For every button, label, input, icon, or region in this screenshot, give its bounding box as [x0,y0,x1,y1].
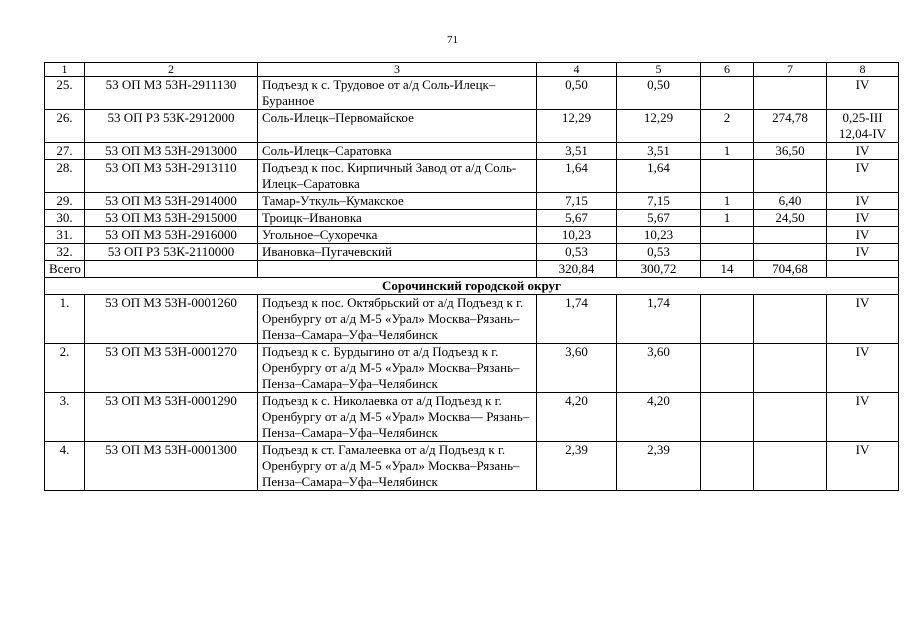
col-3-cell: Подъезд к с. Трудовое от а/д Соль-Илецк–Буранное [258,77,537,110]
col-2-cell: 53 ОП МЗ 53Н-0001300 [85,442,258,491]
col-5-cell: 3,60 [617,344,701,393]
col-2-cell: 53 ОП МЗ 53Н-2915000 [85,210,258,227]
col-7-cell [754,442,827,491]
col-6-cell: 1 [701,143,754,160]
col-7-cell: 6,40 [754,193,827,210]
col-3-cell: Подъезд к пос. Кирпичный Завод от а/д Соль-Илецк–Саратовка [258,160,537,193]
column-number-3: 3 [258,63,537,77]
col-4-cell: 3,51 [537,143,617,160]
col-2-cell: 53 ОП МЗ 53Н-2913110 [85,160,258,193]
col-4-cell: 2,39 [537,442,617,491]
col-7-cell: 704,68 [754,261,827,278]
col-3-cell: Соль-Илецк–Первомайское [258,110,537,143]
col-1-cell: 4. [45,442,85,491]
col-1-cell: 3. [45,393,85,442]
column-number-4: 4 [537,63,617,77]
col-2-cell: 53 ОП МЗ 53Н-2916000 [85,227,258,244]
col-8-cell: IV [827,393,899,442]
col-3-cell: Подъезд к с. Бурдыгино от а/д Подъезд к г. Оренбургу от а/д М-5 «Урал» Москва–Рязань–Пенза–Самара–Уфа–Челябинск [258,344,537,393]
col-3-cell: Троицк–Ивановка [258,210,537,227]
column-number-5: 5 [617,63,701,77]
col-1-cell: 27. [45,143,85,160]
col-7-cell [754,393,827,442]
total-row [45,261,899,278]
col-5-cell: 4,20 [617,393,701,442]
col-6-cell [701,227,754,244]
col-6-cell: 2 [701,110,754,143]
column-number-7: 7 [754,63,827,77]
table-row [45,210,899,227]
col-7-cell [754,295,827,344]
col-6-cell [701,77,754,110]
col-8-cell: IV [827,442,899,491]
col-1-cell: 31. [45,227,85,244]
col-4-cell: 0,50 [537,77,617,110]
col-4-cell: 0,53 [537,244,617,261]
col-6-cell [701,344,754,393]
col-6-cell [701,442,754,491]
roads-table [44,62,899,491]
col-4-cell: 3,60 [537,344,617,393]
col-1-cell: Всего [45,261,85,278]
col-7-cell: 274,78 [754,110,827,143]
col-1-cell: 32. [45,244,85,261]
col-8-cell: IV [827,193,899,210]
col-5-cell: 0,53 [617,244,701,261]
col-2-cell: 53 ОП МЗ 53Н-2914000 [85,193,258,210]
col-8-cell: IV [827,295,899,344]
col-7-cell [754,160,827,193]
table-row [45,244,899,261]
table-row [45,110,899,143]
col-8-cell: IV [827,143,899,160]
col-3-cell: Соль-Илецк–Саратовка [258,143,537,160]
col-7-cell [754,244,827,261]
col-4-cell: 10,23 [537,227,617,244]
section-heading: Сорочинский городской округ [45,278,899,295]
table-row [45,344,899,393]
col-5-cell: 12,29 [617,110,701,143]
col-6-cell [701,393,754,442]
col-8-cell: IV [827,244,899,261]
col-3-cell [258,261,537,278]
column-number-2: 2 [85,63,258,77]
col-4-cell: 7,15 [537,193,617,210]
table-row [45,143,899,160]
col-1-cell: 26. [45,110,85,143]
col-6-cell: 1 [701,193,754,210]
col-8-cell [827,261,899,278]
col-2-cell: 53 ОП МЗ 53Н-0001270 [85,344,258,393]
col-4-cell: 1,74 [537,295,617,344]
table-row [45,160,899,193]
col-4-cell: 4,20 [537,393,617,442]
column-number-8: 8 [827,63,899,77]
col-2-cell [85,261,258,278]
col-1-cell: 25. [45,77,85,110]
col-8-cell: IV [827,227,899,244]
col-5-cell: 5,67 [617,210,701,227]
col-2-cell: 53 ОП РЗ 53К-2912000 [85,110,258,143]
col-6-cell: 14 [701,261,754,278]
col-3-cell: Угольное–Сухоречка [258,227,537,244]
col-5-cell: 3,51 [617,143,701,160]
col-5-cell: 10,23 [617,227,701,244]
column-number-row [45,63,899,77]
col-1-cell: 28. [45,160,85,193]
table-row [45,227,899,244]
roads-table-body [45,63,899,491]
col-4-cell: 320,84 [537,261,617,278]
col-2-cell: 53 ОП МЗ 53Н-0001290 [85,393,258,442]
col-2-cell: 53 ОП РЗ 53К-2110000 [85,244,258,261]
table-row [45,193,899,210]
col-2-cell: 53 ОП МЗ 53Н-2913000 [85,143,258,160]
col-3-cell: Подъезд к пос. Октябрьский от а/д Подъезд к г. Оренбургу от а/д М-5 «Урал» Москва–Рязань–Пенза–Самара–Уфа–Челябинск [258,295,537,344]
col-1-cell: 29. [45,193,85,210]
col-1-cell: 30. [45,210,85,227]
col-1-cell: 1. [45,295,85,344]
col-3-cell: Тамар-Уткуль–Кумакское [258,193,537,210]
table-row [45,295,899,344]
col-7-cell [754,344,827,393]
col-7-cell: 24,50 [754,210,827,227]
col-6-cell: 1 [701,210,754,227]
col-7-cell [754,227,827,244]
col-5-cell: 1,74 [617,295,701,344]
col-5-cell: 1,64 [617,160,701,193]
col-2-cell: 53 ОП МЗ 53Н-0001260 [85,295,258,344]
col-2-cell: 53 ОП МЗ 53Н-2911130 [85,77,258,110]
col-5-cell: 0,50 [617,77,701,110]
col-5-cell: 300,72 [617,261,701,278]
col-8-cell: IV [827,344,899,393]
col-4-cell: 12,29 [537,110,617,143]
col-7-cell [754,77,827,110]
col-8-cell: IV [827,210,899,227]
col-5-cell: 7,15 [617,193,701,210]
col-6-cell [701,295,754,344]
table-row [45,77,899,110]
col-8-cell: 0,25-III 12,04-IV [827,110,899,143]
page-number: 71 [447,34,458,46]
col-3-cell: Ивановка–Пугачевский [258,244,537,261]
col-8-cell: IV [827,77,899,110]
table-row [45,442,899,491]
table-row [45,393,899,442]
col-4-cell: 5,67 [537,210,617,227]
col-4-cell: 1,64 [537,160,617,193]
section-row [45,278,899,295]
column-number-1: 1 [45,63,85,77]
col-3-cell: Подъезд к с. Николаевка от а/д Подъезд к г. Оренбургу от а/д М-5 «Урал» Москва— Рязань–Пенза–Самара–Уфа–Челябинск [258,393,537,442]
col-5-cell: 2,39 [617,442,701,491]
column-number-6: 6 [701,63,754,77]
col-7-cell: 36,50 [754,143,827,160]
col-1-cell: 2. [45,344,85,393]
col-8-cell: IV [827,160,899,193]
col-6-cell [701,244,754,261]
col-3-cell: Подъезд к ст. Гамалеевка от а/д Подъезд к г. Оренбургу от а/д М-5 «Урал» Москва–Рязань–Пенза–Самара–Уфа–Челябинск [258,442,537,491]
col-6-cell [701,160,754,193]
